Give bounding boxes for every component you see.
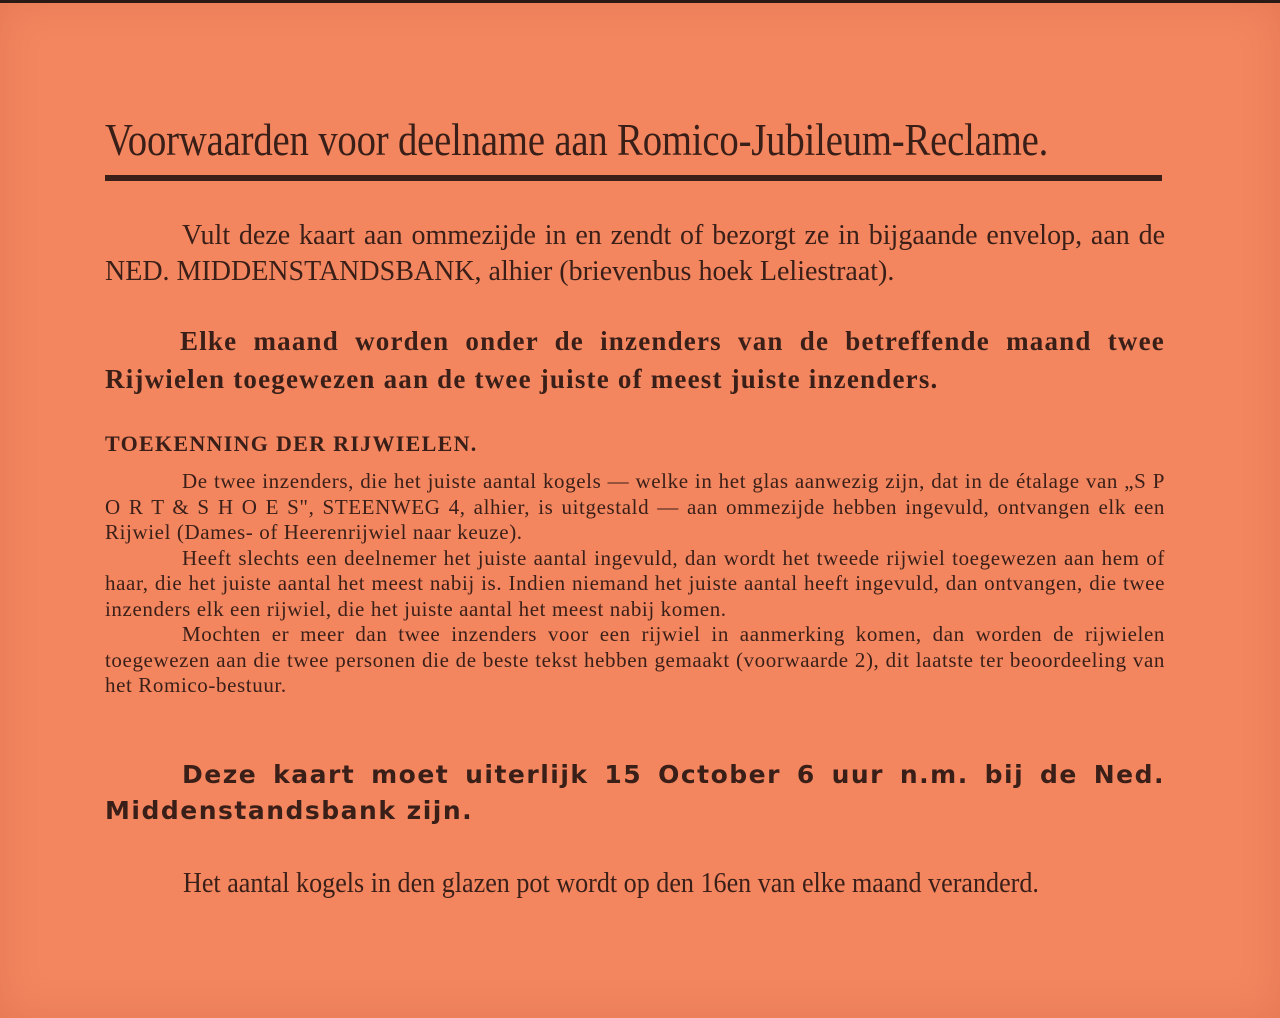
allocation-rules	[105, 469, 1165, 699]
rule-paragraph: Heeft slechts een deelnemer het juiste aantal ingevuld, dan wordt het tweede rijwiel toegewezen aan hem of haar, die het juiste aantal het meest nabij is. Indien niemand het juiste aantal heeft ingevuld, dan ontvangen, die twee inzenders elk een rijwiel, die het juiste aantal het meest nabij komen.	[105, 545, 1165, 621]
title-underline	[105, 175, 1162, 181]
rule-paragraph: De twee inzenders, die het juiste aantal kogels — welke in het glas aanwezig zijn, dat in de étalage van „S P O R T & S H O E S", STEENWEG 4, alhier, is uitgestald — aan ommezijde hebben ingevuld, ontvangen elk een Rijwiel (Dames- of Heerenrijwiel naar keuze).	[105, 469, 1165, 544]
instruction-paragraph: Vult deze kaart aan ommezijde in en zendt of bezorgt ze in bijgaande envelop, aan de NED. MIDDENSTANDSBANK, alhier (brievenbus hoek Leliestraat).	[105, 220, 1165, 287]
deadline-notice: Deze kaart moet uiterlijk 15 October 6 uur n.m. bij de Ned. Middenstandsbank zijn.	[105, 760, 1165, 825]
monthly-prize-paragraph: Elke maand worden onder de inzenders van de betreffende maand twee Rijwielen toegewezen aan de twee juiste of meest juiste inzenders.	[105, 326, 1165, 394]
section-heading: TOEKENNING DER RIJWIELEN.	[105, 431, 478, 456]
footer-note: Het aantal kogels in den glazen pot wordt op den 16en van elke maand veranderd.	[183, 867, 1039, 899]
rule-paragraph: Mochten er meer dan twee inzenders voor een rijwiel in aanmerking komen, dan worden de rijwielen toegewezen aan die twee personen die de beste tekst hebben gemaakt (voorwaarde 2), dit laatste ter beoordeeling van het Romico-bestuur.	[105, 622, 1165, 697]
card-title: Voorwaarden voor deelname aan Romico-Jubileum-Reclame.	[105, 115, 1049, 165]
